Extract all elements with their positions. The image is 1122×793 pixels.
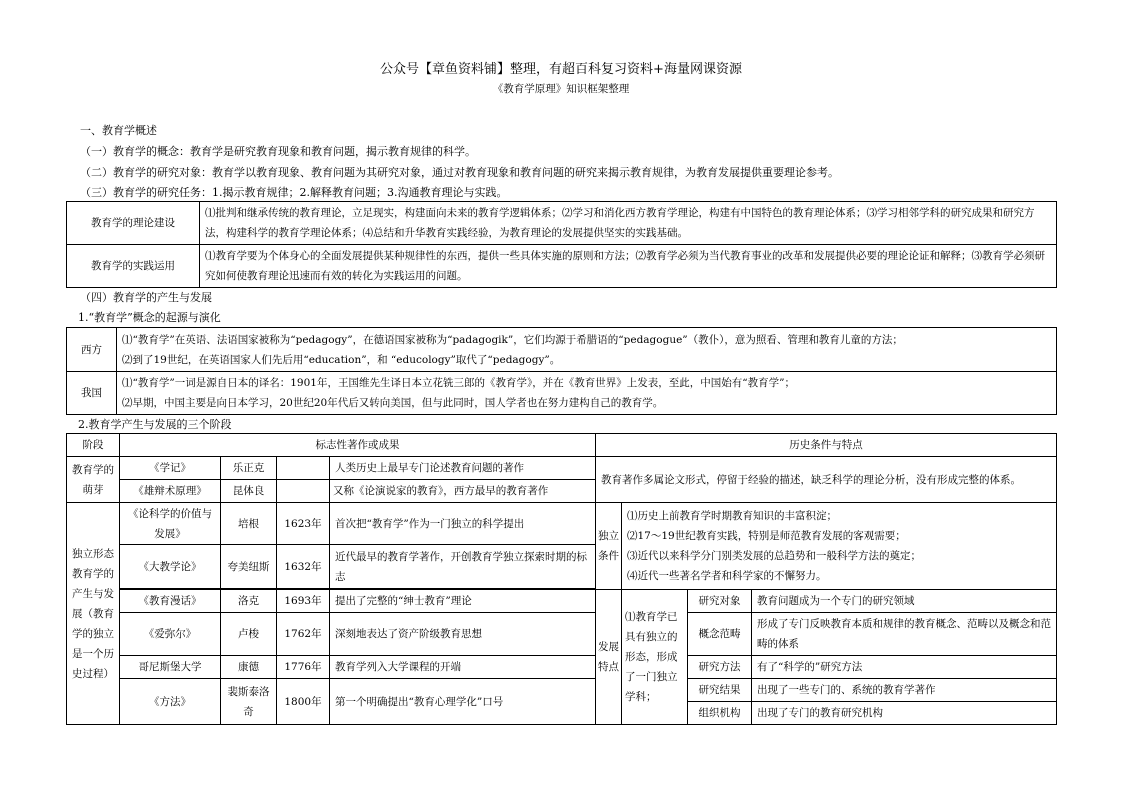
condition-item: ⑶近代以来科学分门别类发展的总趋势和一般科学方法的奠定； (627, 550, 921, 562)
table-row (67, 457, 1057, 480)
header-history: 历史条件与特点 (596, 434, 1057, 457)
origin-line: ⑵早期，中国主要是向日本学习，20世纪20年代后又转向美国，但与此同时，国人学者也在努力建构自己的教育学。 (122, 397, 664, 409)
work-cell: 《雄辩术原理》 (120, 480, 221, 503)
origin-line: ⑴“教育学”在英语、法语国家被称为“pedagogy”，在德语国家被称为“padagogik”，它们均源于希腊语的“pedagogue”（教仆），意为照看、管理和教育儿童的方法； (122, 333, 903, 346)
table-row (67, 245, 1057, 288)
page-title: 公众号【章鱼资料铺】整理，有超百科复习资料+海量网课资源 (380, 62, 742, 77)
row-content (117, 372, 1057, 415)
tasks-table (66, 201, 1057, 288)
table-row (67, 372, 1057, 415)
desc-cell: 近代最早的教育学著作，开创教育学独立探索时期的标志 (330, 545, 596, 589)
definition-paragraph: （一）教育学的概念：教育学是研究教育现象和教育问题，揭示教育规律的科学。 (80, 145, 476, 158)
research-object-paragraph: （二）教育学的研究对象：教育学以教育现象、教育问题为其研究对象，通过对教育现象和教育问题的研究来揭示教育规律，为教育发展提供重要理论参考。 (80, 166, 839, 179)
desc-cell: 提出了完整的“绅士教育”理论 (330, 590, 596, 613)
condition-item: ⑷近代一些著名学者和科学家的不懈努力。 (627, 570, 827, 582)
subsection-heading: （四）教育学的产生与发展 (80, 291, 212, 304)
feature-key: 概念范畴 (688, 613, 752, 656)
header-works: 标志性著作或成果 (120, 434, 596, 457)
desc-cell: 又称《论演说家的教育》，西方最早的教育著作 (330, 480, 596, 503)
desc-cell: 教育学列入大学课程的开端 (330, 656, 596, 679)
subsection-sub1: 1.“教育学”概念的起源与演化 (78, 311, 221, 324)
feature-key: 研究结果 (688, 679, 752, 702)
author-cell: 卢梭 (221, 613, 277, 656)
subsection-sub2: 2.教育学产生与发展的三个阶段 (78, 418, 232, 431)
table-row (67, 590, 1057, 613)
year-cell: 1632年 (277, 545, 330, 589)
author-cell: 昆体良 (221, 480, 277, 503)
conditions-cell (622, 503, 1057, 590)
work-cell: 《爱弥尔》 (120, 613, 221, 656)
feature-value: 有了“科学的”研究方法 (752, 656, 1057, 679)
row-content: ⑴批判和继承传统的教育理论，立足现实，构建面向未来的教育学逻辑体系；⑵学习和消化西方教育学理论，构建有中国特色的教育理论体系；⑶学习相邻学科的研究成果和研究方法，构建科学的教育学理论体系；⑷总结和升华教育实践经验，为教育理论的发展提供坚实的实践基础。 (200, 202, 1057, 245)
year-cell (277, 457, 330, 480)
desc-cell: 人类历史上最早专门论述教育问题的著作 (330, 457, 596, 480)
author-cell: 乐正克 (221, 457, 277, 480)
year-cell: 1762年 (277, 613, 330, 656)
author-cell: 培根 (221, 503, 277, 545)
stages-table (66, 433, 1057, 725)
desc-cell: 首次把“教育学”作为一门独立的科学提出 (330, 503, 596, 545)
feature-key: 研究方法 (688, 656, 752, 679)
work-cell: 《大教学论》 (120, 545, 221, 589)
condition-item: ⑵17～19世纪教育实践，特别是师范教育发展的客观需要； (627, 530, 906, 542)
feature-value: 出现了一些专门的、系统的教育学著作 (752, 679, 1057, 702)
row-label: 教育学的实践运用 (67, 245, 200, 288)
work-cell: 《方法》 (120, 679, 221, 725)
feature-key: 组织机构 (688, 702, 752, 725)
table-header-row (67, 434, 1057, 457)
desc-cell: 深刻地表达了资产阶级教育思想 (330, 613, 596, 656)
year-cell: 1623年 (277, 503, 330, 545)
feature-value: 形成了专门反映教育本质和规律的教育概念、范畴以及概念和范畴的体系 (752, 613, 1057, 656)
stage-label: 教育学的萌芽 (67, 457, 120, 503)
desc-cell: 第一个明确提出“教育心理学化”口号 (330, 679, 596, 725)
table-row (67, 503, 1057, 545)
feature-value: 出现了专门的教育研究机构 (752, 702, 1057, 725)
table-row (67, 202, 1057, 245)
work-cell: 《论科学的价值与发展》 (120, 503, 221, 545)
features-label: 发展特点 (596, 590, 622, 725)
feature-value: 教育问题成为一个专门的研究领域 (752, 590, 1057, 613)
table-row (67, 679, 1057, 702)
year-cell (277, 480, 330, 503)
header-stage: 阶段 (67, 434, 120, 457)
work-cell: 《教育漫话》 (120, 590, 221, 613)
author-cell: 康德 (221, 656, 277, 679)
work-cell: 哥尼斯堡大学 (120, 656, 221, 679)
conditions-label: 独立条件 (596, 503, 622, 590)
origin-line: ⑴“教育学”一词是源自日本的译名：1901年，王国维先生译日本立花铣三郎的《教育学》，并在《教育世界》上发表，至此，中国始有“教育学”； (122, 377, 795, 389)
author-cell: 夸美纽斯 (221, 545, 277, 589)
year-cell: 1776年 (277, 656, 330, 679)
table-row (67, 656, 1057, 679)
features-intro: ⑴教育学已具有独立的形态，形成了一门独立学科； (622, 590, 688, 725)
row-content (117, 328, 1057, 372)
row-label: 教育学的理论建设 (67, 202, 200, 245)
author-cell: 洛克 (221, 590, 277, 613)
table-row (67, 613, 1057, 635)
history-cell: 教育著作多属论文形式，停留于经验的描述，缺乏科学的理论分析，没有形成完整的体系。 (596, 457, 1057, 503)
year-cell: 1693年 (277, 590, 330, 613)
page-subtitle: 《教育学原理》知识框架整理 (492, 83, 630, 95)
row-label: 我国 (67, 372, 117, 415)
origin-table (66, 327, 1057, 415)
table-row (67, 328, 1057, 372)
section-heading: 一、教育学概述 (80, 124, 157, 137)
year-cell: 1800年 (277, 679, 330, 725)
origin-line: ⑵到了19世纪，在英语国家人们先后用“education”，和 “educology”取代了“pedagogy”。 (122, 353, 561, 366)
research-task-paragraph: （三）教育学的研究任务：1.揭示教育规律；2.解释教育问题；3.沟通教育理论与实践。 (80, 186, 508, 199)
condition-item: ⑴历史上前教育学时期教育知识的丰富积淀； (627, 510, 837, 522)
feature-key: 研究对象 (688, 590, 752, 613)
stage-label: 独立形态教育学的产生与发展（教育学的独立是一个历史过程） (67, 503, 120, 725)
work-cell: 《学记》 (120, 457, 221, 480)
row-label: 西方 (67, 328, 117, 372)
author-cell: 裴斯泰洛奇 (221, 679, 277, 725)
row-content: ⑴教育学要为个体身心的全面发展提供某种规律性的东西，提供一些具体实施的原则和方法；⑵教育学必须为当代教育事业的改革和发展提供必要的理论论证和解释；⑶教育学必须研究如何使教育理论迅速而有效的转化为实践运用的问题。 (200, 245, 1057, 288)
